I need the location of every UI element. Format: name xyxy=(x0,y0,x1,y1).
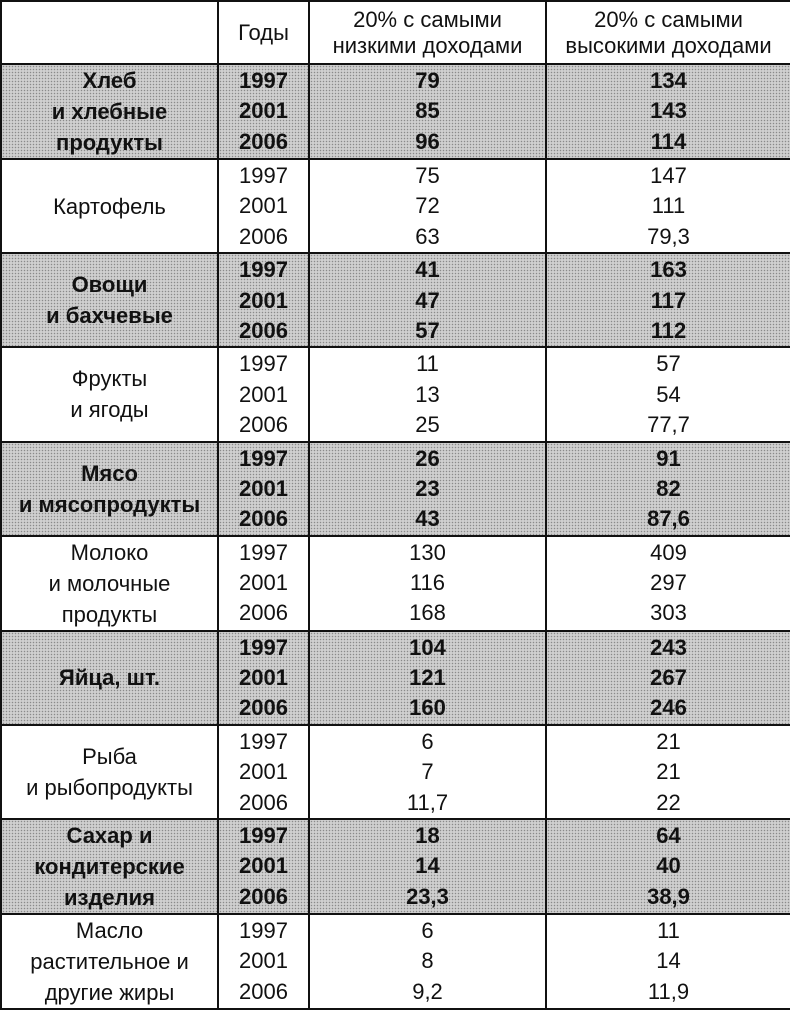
year-value: 2006 xyxy=(239,789,288,815)
low-income-value: 18 xyxy=(415,823,440,849)
high-income-value: 82 xyxy=(656,475,681,501)
category-cell xyxy=(1,819,218,914)
high-income-value: 117 xyxy=(650,287,687,313)
year-cell xyxy=(218,253,309,347)
category-label: Сахар и кондитерские изделия xyxy=(34,823,185,911)
year-value: 2006 xyxy=(239,978,288,1004)
year-cell xyxy=(218,347,309,441)
year-value: 1997 xyxy=(239,728,288,754)
year-cell xyxy=(218,536,309,631)
year-value: 2001 xyxy=(239,381,288,407)
high-income-value: 246 xyxy=(650,695,687,721)
high-income-value: 11,9 xyxy=(647,978,690,1004)
table-row xyxy=(1,536,790,631)
high-income-cell xyxy=(546,159,790,253)
header-row xyxy=(1,1,790,64)
category-cell xyxy=(1,536,218,631)
low-income-value: 7 xyxy=(421,759,434,785)
high-income-cell xyxy=(546,631,790,725)
header-years: Годы xyxy=(218,1,309,64)
low-income-value: 6 xyxy=(421,728,434,754)
high-income-value: 163 xyxy=(650,257,687,283)
low-income-value: 72 xyxy=(415,193,440,219)
high-income-value: 38,9 xyxy=(647,883,690,909)
low-income-value: 13 xyxy=(415,381,440,407)
year-value: 2001 xyxy=(239,759,288,785)
year-value: 2001 xyxy=(239,98,288,124)
high-income-cell xyxy=(546,914,790,1009)
year-value: 1997 xyxy=(239,539,288,565)
high-income-value: 11 xyxy=(657,918,680,944)
header-high-income: 20% с самыми высокими доходами xyxy=(546,1,790,64)
high-income-value: 14 xyxy=(656,948,681,974)
low-income-value: 130 xyxy=(409,539,446,565)
low-income-value: 63 xyxy=(415,223,440,249)
year-value: 2006 xyxy=(239,223,288,249)
low-income-value: 47 xyxy=(415,287,440,313)
year-value: 2006 xyxy=(239,883,288,909)
low-income-value: 14 xyxy=(415,853,440,879)
high-income-value: 297 xyxy=(650,570,687,596)
category-label: Молоко и молочные продукты xyxy=(48,539,171,627)
low-income-value: 96 xyxy=(415,128,440,154)
category-label: Фрукты и ягоды xyxy=(70,366,149,423)
high-income-value: 21 xyxy=(656,759,681,785)
high-income-value: 114 xyxy=(650,128,687,154)
category-label: Масло растительное и другие жиры xyxy=(30,918,189,1006)
low-income-value: 9,2 xyxy=(412,978,443,1004)
year-cell xyxy=(218,442,309,536)
low-income-value: 25 xyxy=(415,412,440,438)
header-category xyxy=(1,1,218,64)
low-income-cell xyxy=(309,442,546,536)
low-income-cell xyxy=(309,536,546,631)
low-income-value: 121 xyxy=(409,665,446,691)
year-value: 2001 xyxy=(239,948,288,974)
year-value: 2006 xyxy=(239,412,288,438)
high-income-value: 91 xyxy=(656,445,681,471)
category-label: Яйца, шт. xyxy=(59,665,160,691)
low-income-value: 41 xyxy=(415,257,440,283)
high-income-value: 64 xyxy=(656,823,681,849)
high-income-value: 54 xyxy=(656,381,681,407)
table-row xyxy=(1,347,790,441)
table-row xyxy=(1,253,790,347)
category-label: Рыба и рыбопродукты xyxy=(26,743,193,800)
category-cell xyxy=(1,64,218,159)
low-income-cell xyxy=(309,914,546,1009)
low-income-value: 168 xyxy=(409,600,446,626)
high-income-cell xyxy=(546,725,790,819)
low-income-value: 11,7 xyxy=(406,789,449,815)
low-income-value: 43 xyxy=(415,506,440,532)
year-value: 2001 xyxy=(239,665,288,691)
category-label: Мясо и мясопродукты xyxy=(18,460,201,517)
header-low-income: 20% с самыми низкими доходами xyxy=(309,1,546,64)
low-income-value: 23,3 xyxy=(406,883,449,909)
year-value: 2001 xyxy=(239,193,288,219)
high-income-value: 303 xyxy=(650,600,687,626)
low-income-cell xyxy=(309,253,546,347)
low-income-cell xyxy=(309,159,546,253)
high-income-value: 79,3 xyxy=(647,223,690,249)
high-income-value: 21 xyxy=(656,728,681,754)
high-income-value: 112 xyxy=(650,317,687,343)
year-value: 2006 xyxy=(239,506,288,532)
year-cell xyxy=(218,725,309,819)
year-cell xyxy=(218,914,309,1009)
year-value: 1997 xyxy=(239,257,288,283)
category-cell xyxy=(1,914,218,1009)
high-income-cell xyxy=(546,253,790,347)
low-income-value: 160 xyxy=(409,695,446,721)
high-income-value: 267 xyxy=(650,665,687,691)
year-value: 1997 xyxy=(239,68,288,93)
category-label: Хлеб и хлебные продукты xyxy=(51,68,168,155)
high-income-value: 22 xyxy=(656,789,681,815)
category-label: Картофель xyxy=(53,193,166,219)
low-income-value: 8 xyxy=(421,948,434,974)
low-income-value: 85 xyxy=(415,98,440,124)
year-value: 1997 xyxy=(239,163,288,188)
low-income-value: 79 xyxy=(415,68,440,93)
high-income-value: 57 xyxy=(656,351,681,377)
category-cell xyxy=(1,253,218,347)
table-row xyxy=(1,64,790,159)
low-income-value: 6 xyxy=(421,918,434,944)
year-value: 2006 xyxy=(239,695,288,721)
table-row xyxy=(1,631,790,725)
year-value: 2006 xyxy=(239,128,288,154)
year-value: 1997 xyxy=(239,445,288,471)
low-income-cell xyxy=(309,64,546,159)
year-value: 2001 xyxy=(239,475,288,501)
low-income-cell xyxy=(309,725,546,819)
high-income-value: 409 xyxy=(650,539,687,565)
table-row xyxy=(1,159,790,253)
year-value: 2001 xyxy=(239,570,288,596)
year-value: 2001 xyxy=(239,287,288,313)
category-cell xyxy=(1,631,218,725)
table-row xyxy=(1,442,790,536)
year-cell xyxy=(218,631,309,725)
category-cell xyxy=(1,442,218,536)
high-income-value: 111 xyxy=(651,193,686,219)
high-income-cell xyxy=(546,64,790,159)
category-cell xyxy=(1,347,218,441)
year-cell xyxy=(218,819,309,914)
high-income-cell xyxy=(546,347,790,441)
high-income-value: 243 xyxy=(650,634,687,660)
high-income-value: 40 xyxy=(656,853,681,879)
high-income-cell xyxy=(546,536,790,631)
high-income-cell xyxy=(546,819,790,914)
high-income-value: 143 xyxy=(650,98,687,124)
low-income-value: 75 xyxy=(415,163,440,188)
year-value: 1997 xyxy=(239,634,288,660)
low-income-value: 116 xyxy=(409,570,446,596)
category-label: Овощи и бахчевые xyxy=(46,272,173,329)
year-value: 2006 xyxy=(239,317,288,343)
high-income-value: 134 xyxy=(650,68,687,93)
low-income-value: 104 xyxy=(409,634,446,660)
table-row xyxy=(1,914,790,1009)
table-row xyxy=(1,725,790,819)
high-income-value: 87,6 xyxy=(647,506,690,532)
year-value: 1997 xyxy=(239,918,288,944)
year-cell xyxy=(218,64,309,159)
low-income-cell xyxy=(309,347,546,441)
year-value: 2006 xyxy=(239,600,288,626)
year-value: 1997 xyxy=(239,351,288,377)
low-income-value: 57 xyxy=(415,317,440,343)
year-value: 2001 xyxy=(239,853,288,879)
high-income-value: 147 xyxy=(650,163,687,188)
category-cell xyxy=(1,725,218,819)
low-income-value: 26 xyxy=(415,445,440,471)
year-value: 1997 xyxy=(239,823,288,849)
low-income-cell xyxy=(309,631,546,725)
low-income-value: 23 xyxy=(415,475,440,501)
year-cell xyxy=(218,159,309,253)
high-income-cell xyxy=(546,442,790,536)
low-income-value: 11 xyxy=(416,351,439,377)
low-income-cell xyxy=(309,819,546,914)
table-row xyxy=(1,819,790,914)
high-income-value: 77,7 xyxy=(647,412,690,438)
category-cell xyxy=(1,159,218,253)
